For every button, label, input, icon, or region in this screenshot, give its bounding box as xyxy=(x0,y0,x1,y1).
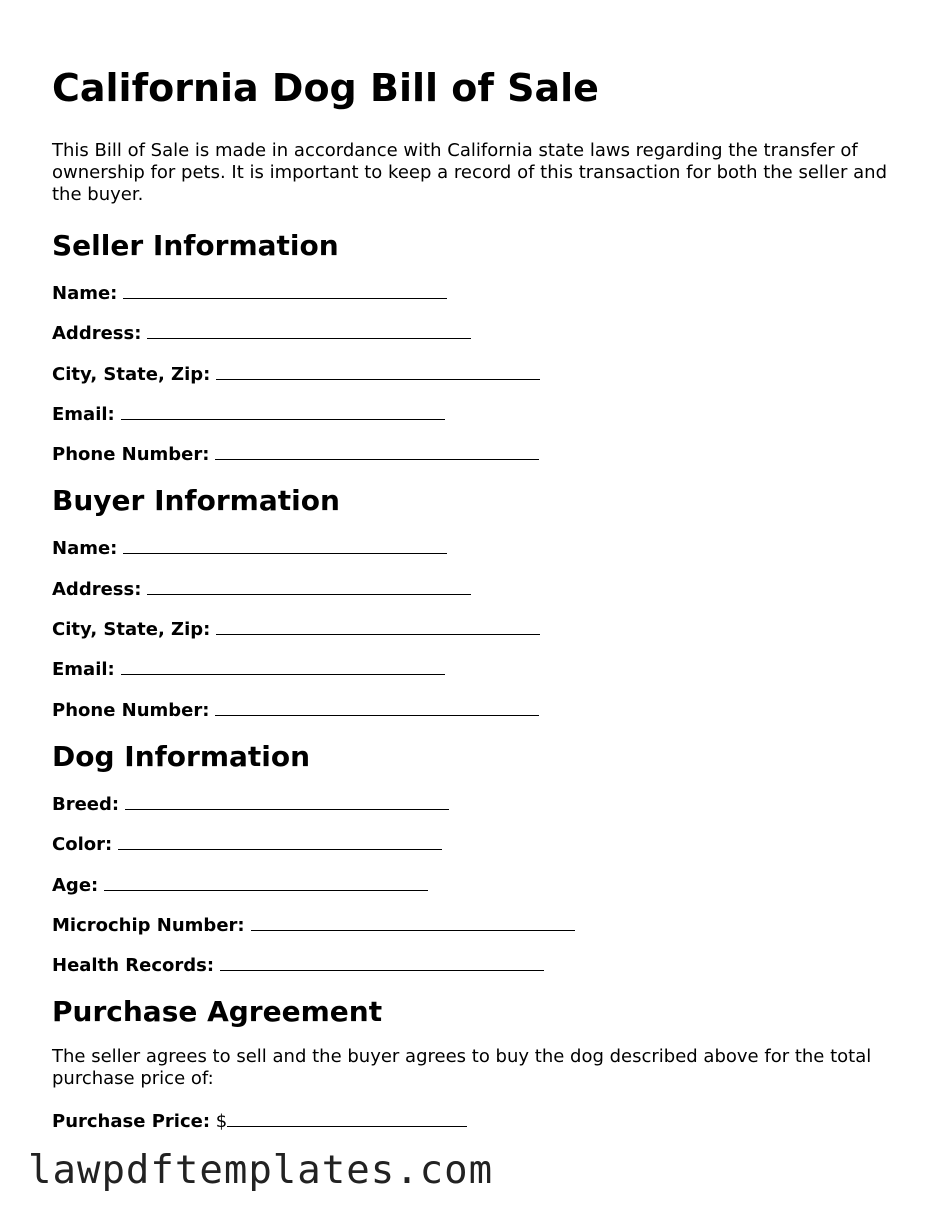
buyer-fields xyxy=(52,535,902,721)
dog-breed-field xyxy=(52,791,902,813)
fill-line[interactable] xyxy=(125,791,449,810)
document-title: California Dog Bill of Sale xyxy=(52,66,599,110)
fill-line[interactable] xyxy=(118,831,442,850)
watermark: lawpdftemplates.com xyxy=(28,1148,494,1193)
fill-line[interactable] xyxy=(220,952,544,971)
fill-line[interactable] xyxy=(227,1108,467,1127)
dog-color-field xyxy=(52,831,902,856)
field-label: Age: xyxy=(52,874,99,896)
buyer-heading: Buyer Information xyxy=(52,484,340,518)
buyer-name-field xyxy=(52,535,902,560)
field-label: Purchase Price: xyxy=(52,1111,211,1133)
seller-email-field xyxy=(52,401,902,423)
field-label: Breed: xyxy=(52,793,120,815)
field-label: Phone Number: xyxy=(52,444,210,466)
field-label: Name: xyxy=(52,538,118,560)
fill-line[interactable] xyxy=(123,280,447,299)
fill-line[interactable] xyxy=(251,912,575,931)
buyer-address-field xyxy=(52,576,902,598)
seller-name-field xyxy=(52,280,902,302)
seller-city-field xyxy=(52,361,902,383)
seller-address-field xyxy=(52,320,902,345)
dog-age-field xyxy=(52,872,902,894)
fill-line[interactable] xyxy=(104,872,428,891)
field-label: City, State, Zip: xyxy=(52,619,211,641)
fill-line[interactable] xyxy=(121,656,445,675)
field-label: Address: xyxy=(52,578,142,600)
buyer-phone-field xyxy=(52,697,902,719)
intro-paragraph: This Bill of Sale is made in accordance with California state laws regarding the transfer of ownership for pets. It is important to keep a record of this transaction for both the seller and the buyer. xyxy=(52,140,887,205)
field-label: Color: xyxy=(52,834,113,856)
seller-fields xyxy=(52,280,902,466)
dog-microchip-field xyxy=(52,912,902,934)
fill-line[interactable] xyxy=(123,535,447,554)
purchase-heading: Purchase Agreement xyxy=(52,995,383,1029)
fill-line[interactable] xyxy=(216,361,540,380)
field-label: Email: xyxy=(52,659,115,681)
field-label: Health Records: xyxy=(52,955,215,977)
fill-line[interactable] xyxy=(121,401,445,420)
fill-line[interactable] xyxy=(215,441,539,460)
purchase-text: The seller agrees to sell and the buyer agrees to buy the dog described above for the total purchase price of: xyxy=(52,1046,872,1090)
purchase-price-field xyxy=(52,1108,902,1133)
fill-line[interactable] xyxy=(147,320,471,339)
field-label: Phone Number: xyxy=(52,699,210,721)
buyer-email-field xyxy=(52,656,902,681)
dog-health-field xyxy=(52,952,902,977)
fill-line[interactable] xyxy=(216,616,540,635)
fill-line[interactable] xyxy=(215,697,539,716)
field-label: Address: xyxy=(52,323,142,345)
dog-heading: Dog Information xyxy=(52,739,311,773)
field-label: Microchip Number: xyxy=(52,914,245,936)
field-label: City, State, Zip: xyxy=(52,363,211,385)
field-label: Email: xyxy=(52,403,115,425)
seller-phone-field xyxy=(52,441,902,466)
document-page xyxy=(52,62,902,1149)
fill-line[interactable] xyxy=(147,576,471,595)
buyer-city-field xyxy=(52,616,902,641)
seller-heading: Seller Information xyxy=(52,229,339,262)
dog-fields xyxy=(52,791,902,977)
field-label: Name: xyxy=(52,283,118,304)
currency-symbol: $ xyxy=(215,1111,228,1133)
